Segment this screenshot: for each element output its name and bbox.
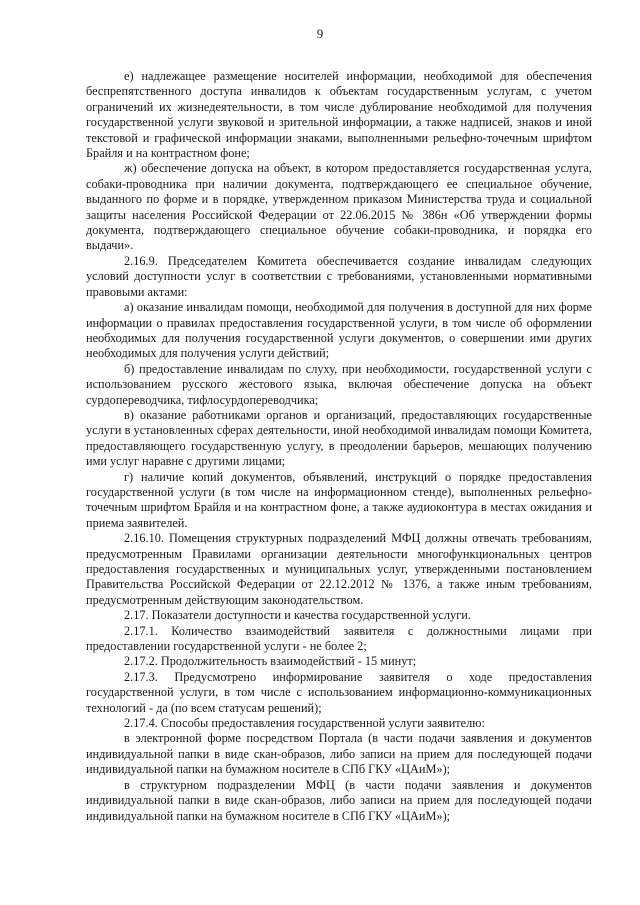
paragraph-2-17-3-informing: 2.17.3. Предусмотрено информирование заявителя о ходе предоставления государственной услуги, в том числе с использованием информационно-коммуникационных технологий - да (по всем статусам решений); xyxy=(86,669,592,715)
paragraph-2-16-10-mfc-premises: 2.16.10. Помещения структурных подразделений МФЦ должны отвечать требованиям, предусмотренным Правилами организации деятельности многофункциональных центров предоставления государственных и муниципальных услуг, утвержденными постановлением Правительства Российской Федерации от 22.12.2012 № 1376, а также иным требованиям, предусмотренным действующим законодательством. xyxy=(86,531,592,607)
paragraph-portal-method: в электронной форме посредством Портала (в части подачи заявления и документов индивидуальной папки в виде скан-образов, либо записи на прием для последующей подачи индивидуальной папки на бумажном носителе в СПб ГКУ «ЦАиМ»); xyxy=(86,731,592,777)
paragraph-g-document-copies: г) наличие копий документов, объявлений, инструкций о порядке предоставления государственной услуги (в том числе на информационном стенде), выполненных рельефно-точечным шрифтом Брайля и на контрастном фоне, а также аудиоконтура в местах ожидания и приема заявителей. xyxy=(86,469,592,530)
paragraph-2-16-9-conditions: 2.16.9. Председателем Комитета обеспечивается создание инвалидам следующих условий доступности услуг в соответствии с требованиями, установленными нормативными правовыми актами: xyxy=(86,253,592,299)
paragraph-zh-guide-dog-access: ж) обеспечение допуска на объект, в котором предоставляется государственная услуга, собаки-проводника при наличии документа, подтверждающего ее специальное обучение, выданного по форме и в порядке, утвержденном приказом Министерства труда и социальной защиты населения Российской Федерации от 22.06.2015 № 386н «Об утверждении формы документа, подтверждающего специальное обучение собаки-проводника, и порядка его выдачи». xyxy=(86,161,592,253)
paragraph-a-assistance: а) оказание инвалидам помощи, необходимой для получения в доступной для них форме информации о правилах предоставления государственной услуги, в том числе об оформлении необходимых для получения государственной услуги документов, о совершении ими других необходимых для получения услуги действий; xyxy=(86,300,592,361)
paragraph-2-17-4-methods: 2.17.4. Способы предоставления государственной услуги заявителю: xyxy=(124,716,485,731)
document-body xyxy=(86,69,592,824)
paragraph-b-sign-language: б) предоставление инвалидам по слуху, при необходимости, государственной услуги с использованием русского жестового языка, включая обеспечение допуска на объект сурдопереводчика, тифлосурдопереводчика; xyxy=(86,361,592,407)
paragraph-v-staff-help: в) оказание работниками органов и организаций, предоставляющих государственные услуги в установленных сферах деятельности, иной необходимой инвалидам помощи Комитета, предоставляющего государственную услугу, в преодолении барьеров, мешающих получению ими услуг наравне с другими лицами; xyxy=(86,407,592,469)
paragraph-2-17-2-duration: 2.17.2. Продолжительность взаимодействий - 15 минут; xyxy=(124,654,417,669)
page-number: 9 xyxy=(316,26,324,41)
paragraph-2-17-1-interactions: 2.17.1. Количество взаимодействий заявителя с должностными лицами при предоставлении государственной услуги - не более 2; xyxy=(86,623,592,654)
paragraph-e-information-carriers: е) надлежащее размещение носителей информации, необходимой для обеспечения беспрепятственного доступа инвалидов к объектам государственным услугам, с учетом ограничений их жизнедеятельности, в том числе дублирование необходимой для получения государственной услуги звуковой и зрительной информации, а также надписей, знаков и иной текстовой и графической информации знаками, выполненными рельефно-точечным шрифтом Брайля и на контрастном фоне; xyxy=(86,69,592,161)
paragraph-mfc-method: в структурном подразделении МФЦ (в части подачи заявления и документов индивидуальной папки в виде скан-образов, либо записи на прием для последующей подачи индивидуальной папки на бумажном носителе в СПб ГКУ «ЦАиМ»); xyxy=(86,777,592,823)
paragraph-2-17-indicators: 2.17. Показатели доступности и качества государственной услуги. xyxy=(124,608,471,623)
